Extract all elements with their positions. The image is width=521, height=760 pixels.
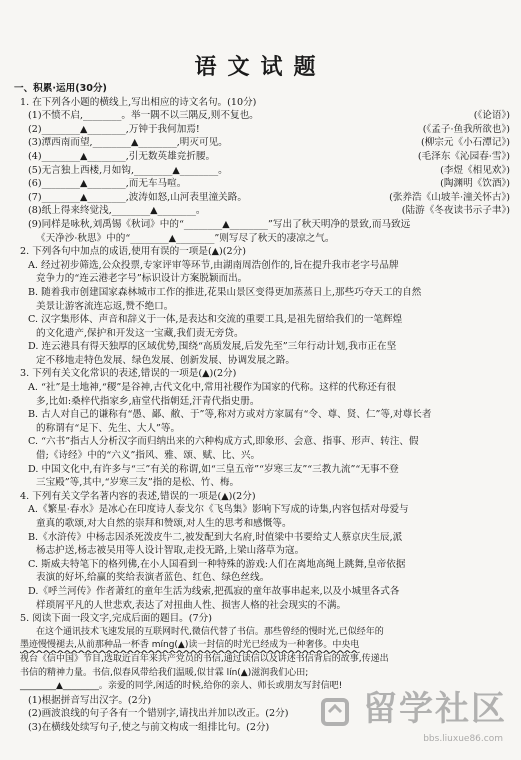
question-3-option: C. “六书”指古人分析汉字而归纳出来的六种构成方式,即象形、会意、指事、形声、转注、假 — [28, 436, 419, 448]
question-3-option: A. “社”是土地神,“稷”是谷神,古代文化中,常用社稷作为国家的代称。这样的代称还有很 — [28, 382, 396, 394]
question-5-passage-line: 墨迹慢慢褪去,从前那种品一杯香 míng(▲)读一封信的时光已经成为一种奢侈。中央电 — [20, 640, 360, 651]
question-3-option: 的称谓有“足下、先生、大人”等。 — [36, 422, 181, 434]
question-5-stem: 5. 阅读下面一段文字,完成后面的题目。(7分) — [20, 613, 212, 625]
question-1-stem: 1. 在下列各小题的横线上,写出相应的诗文名句。(10分) — [20, 96, 257, 108]
question-2-option: 定不移地走特色发展、绿色发展、创新发展、协调发展之路。 — [36, 354, 296, 366]
question-4-option: A.《繁星·春水》是冰心在印度诗人泰戈尔《飞鸟集》影响下写成的诗集,内容包括对母爱与 — [28, 504, 409, 516]
question-1-item: (7)________▲________,波涛如怒,山河表里潼关路。 (张养浩《山坡羊·潼关怀古》) — [28, 191, 510, 203]
question-1-item: (3)潭西南而望,________▲________,明灭可见。 (柳宗元《小石潭记》) — [28, 137, 510, 149]
question-3-option: B. 古人对自己的谦称有“愚、鄙、敝、于”等,称对方或对方家属有“令、尊、贤、仁”等,对尊长者 — [28, 409, 432, 421]
question-3-option: 三宝殿”等,其中,“岁寒三友”指的是松、竹、梅。 — [36, 477, 240, 489]
question-2-option: 的文化遗产,保护和开发这一宝藏,我们责无旁贷。 — [36, 327, 244, 339]
exam-content — [14, 82, 510, 735]
question-1-item: (8)纸上得来终觉浅,________▲________。 (陆游《冬夜读书示子聿》) — [28, 205, 510, 217]
question-2-option: C. 汉字集形体、声音和辞义于一体,是表达和交流的重要工具,是祖先留给我们的一笔辉煌 — [28, 314, 403, 326]
watermark-emblem-icon — [321, 696, 349, 726]
question-5-subquestion: (3)在横线处续写句子,使之与前文构成一组排比句。(2分) — [28, 721, 270, 733]
question-5-passage-line: 在这个通讯技术飞速发展的互联网时代,微信代替了书信。那些曾经的慢时光,已似经年的 — [36, 626, 384, 637]
question-4-option: 童真的歌颂,对大自然的崇拜和赞颂,对人生的思考和感慨等。 — [36, 518, 292, 529]
question-1-item: (1)不愤不启,________。举一隅不以三隅反,则不复也。 (《论语》) — [28, 110, 510, 122]
question-4-option: 样琐屑平凡的人世悲欢,表达了对扭曲人性、损害人格的社会现实的不满。 — [36, 599, 347, 611]
question-1-item-9a: (9)同样是咏秋,刘禹锡《秋词》中的“________▲________”写出了秋天明净的景致,而马致远 — [28, 218, 411, 230]
question-4-option: C. 斯威夫特笔下的格列佛,在小人国看到一种特殊的游戏:人们在离地高绳上跳舞,皇帝依据 — [28, 558, 406, 570]
question-2-option: A. 经过初步筛选,公众投票,专家评审等环节,由湖南周浩创作的,旨在提升我市老字号品牌 — [28, 259, 399, 271]
question-4-option: 表演的好坏,给赢的奖给表演者蓝色、红色、绿色丝线。 — [36, 572, 270, 584]
page-title: 语文试题 — [194, 55, 327, 80]
question-3-option: 借;《诗经》中的“六义”指风、雅、颂、赋、比、兴。 — [36, 450, 261, 462]
question-5-subquestion: (2)画波浪线的句子各有一个错别字,请找出并加以改正。(2分) — [28, 708, 289, 720]
question-2-stem: 2. 下列各句中加点的成语,使用有误的一项是(▲)(2分) — [20, 246, 246, 258]
watermark-url: bbs.liuxue86.com — [423, 734, 503, 744]
question-1-item: (4)________▲________,引无数英雄竞折腰。 (毛泽东《沁园春·雪》) — [28, 150, 510, 162]
question-1-item: (6)________▲________,而无车马喧。 (陶渊明《饮酒》) — [28, 178, 510, 190]
question-1-item: (2)________▲________,万钟于我何加焉! (《孟子·鱼我所欲也》) — [28, 123, 510, 135]
section-heading: 一、积累·运用(30分) — [14, 83, 107, 94]
question-1-item: (5)无言独上西楼,月如钩,________▲________。 (李煜《相见欢》) — [28, 164, 510, 176]
question-1-item-9b: 《天净沙·秋思》中的“________▲________”则写尽了秋天的凄凉之气。 — [36, 232, 335, 244]
question-2-option: B. 随着我市创建国家森林城市工作的推进,花果山景区变得更加蒸蒸日上,那些巧夺天工的自然 — [28, 286, 422, 298]
question-2-option: D. 连云港具有得天独厚的区域优势,围绕“高质发展,后发先至”三年行动计划,我市正在坚 — [28, 341, 397, 353]
question-2-option: 美景让游客流连忘返,赞不绝口。 — [36, 300, 174, 312]
question-3-stem: 3. 下列有关文化常识的表述,错误的一项是(▲)(2分) — [20, 368, 237, 380]
question-3-option: 多,比如:桑梓代指家乡,庙堂代指朝廷,汗青代指史册。 — [36, 395, 260, 407]
question-2-option: 竞争力的“连云港老字号”标识设计方案脱颖而出。 — [36, 273, 248, 285]
question-4-option: 杨志护送,杨志被吴用等人设计智取,走投无路,上梁山落草为寇。 — [36, 545, 305, 557]
question-5-passage-line: 书信的精神力量。书信,似春风带给我们温暖,似甘霖 lín(▲)滋润我们心田; — [20, 667, 309, 678]
question-4-stem: 4. 下列有关文学名著内容的表述,错误的一项是(▲)(2分) — [20, 490, 256, 502]
watermark-logo: 留学社区 — [321, 681, 507, 730]
question-5-subquestion: (1)根据拼音写出汉字。(2分) — [28, 694, 152, 706]
question-5-passage-line: 视台《信中国》节目,选取近百年来共产党员的书信,通过读信以及讲述书信背后的故事,传递出 — [20, 653, 389, 664]
question-5-passage-line: ________▲________。亲爱的同学,闲适的时候,给你的亲人、师长或朋友写封信吧! — [20, 681, 343, 692]
question-4-option: D.《呼兰河传》作者萧红的童年生活为线索,把孤寂的童年故事串起来,以及小城里各式各 — [28, 585, 400, 597]
question-4-option: B.《水浒传》中杨志因杀死泼皮牛二,被发配到大名府,时值梁中书要给丈人蔡京庆生辰,派 — [28, 531, 403, 543]
question-3-option: D. 中国文化中,有许多与“三”有关的称谓,如“三皇五帝”“岁寒三友”“三教九流”“无事不登 — [28, 463, 399, 475]
